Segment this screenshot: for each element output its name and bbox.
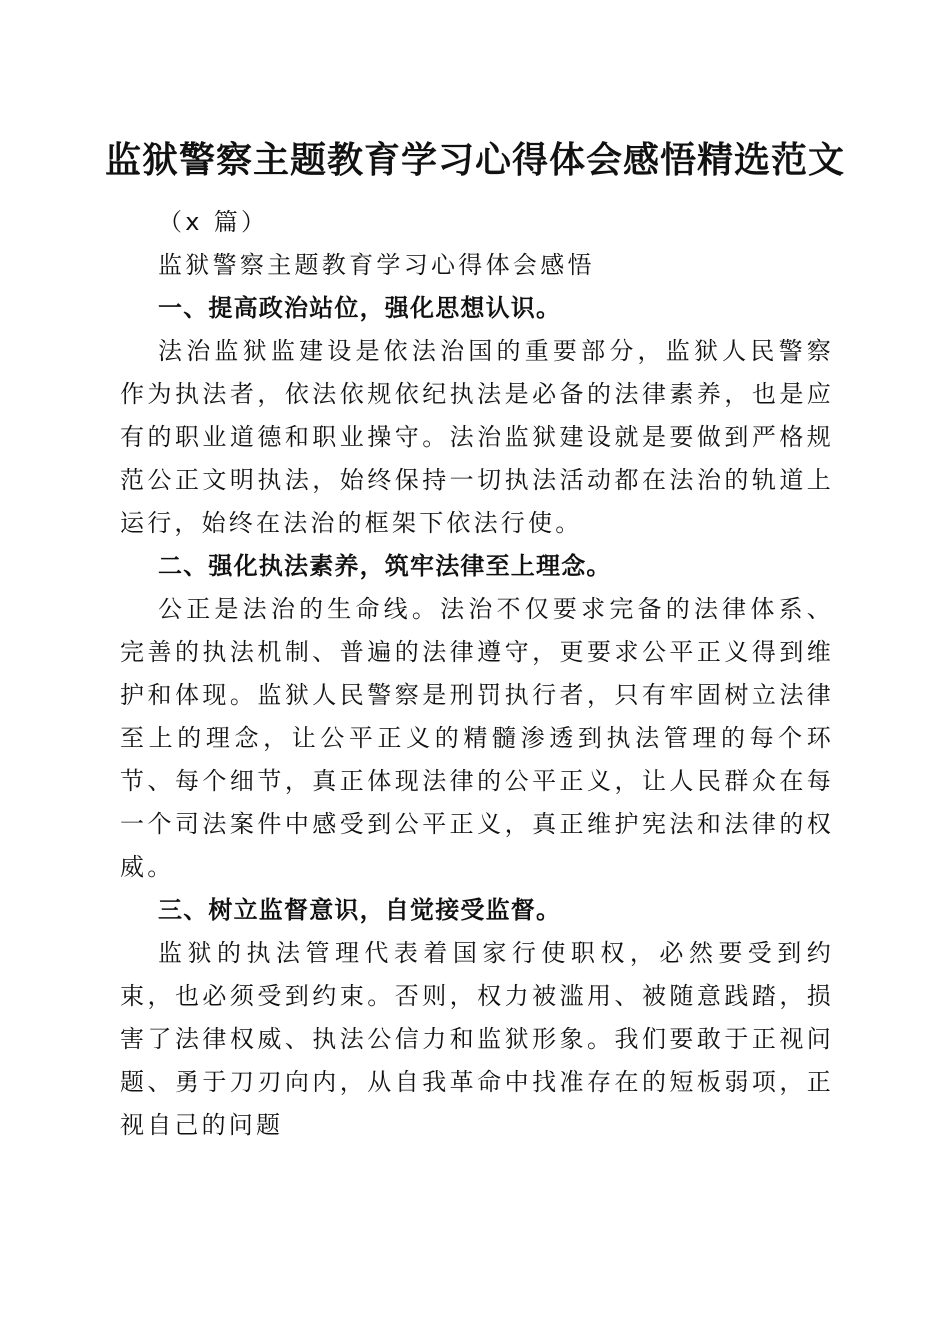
document-body bbox=[120, 201, 834, 1147]
section-body-2: 公正是法治的生命线。法治不仅要求完备的法律体系、完善的执法机制、普遍的法律遵守，更要求公平正义得到维护和体现。监狱人民警察是刑罚执行者，只有牢固树立法律至上的理念，让公平正义的精髓渗透到执法管理的每个环节、每个细节，真正体现法律的公平正义，让人民群众在每一个司法案件中感受到公平正义，真正维护宪法和法律的权威。 bbox=[120, 595, 834, 881]
document-title: 监狱警察主题教育学习心得体会感悟精选范文 bbox=[104, 139, 845, 181]
section-heading-2: 二、强化执法素养，筑牢法律至上理念。 bbox=[158, 552, 612, 580]
section-heading-3: 三、树立监督意识，自觉接受监督。 bbox=[158, 896, 562, 924]
article-count-label: （x 篇） bbox=[158, 208, 269, 236]
section-body-1: 法治监狱监建设是依法治国的重要部分，监狱人民警察作为执法者，依法依规依纪执法是必备的法律素养，也是应有的职业道德和职业操守。法治监狱建设就是要做到严格规范公正文明执法，始终保持一切执法活动都在法治的轨道上运行，始终在法治的框架下依法行使。 bbox=[120, 337, 834, 537]
article-title: 监狱警察主题教育学习心得体会感悟 bbox=[158, 251, 595, 279]
section-heading-1: 一、提高政治站位，强化思想认识。 bbox=[158, 294, 562, 322]
section-body-3: 监狱的执法管理代表着国家行使职权，必然要受到约束，也必须受到约束。否则，权力被滥用、被随意践踏，损害了法律权威、执法公信力和监狱形象。我们要敢于正视问题、勇于刀刃向内，从自我革命中找准存在的短板弱项，正视自己的问题 bbox=[120, 939, 834, 1139]
